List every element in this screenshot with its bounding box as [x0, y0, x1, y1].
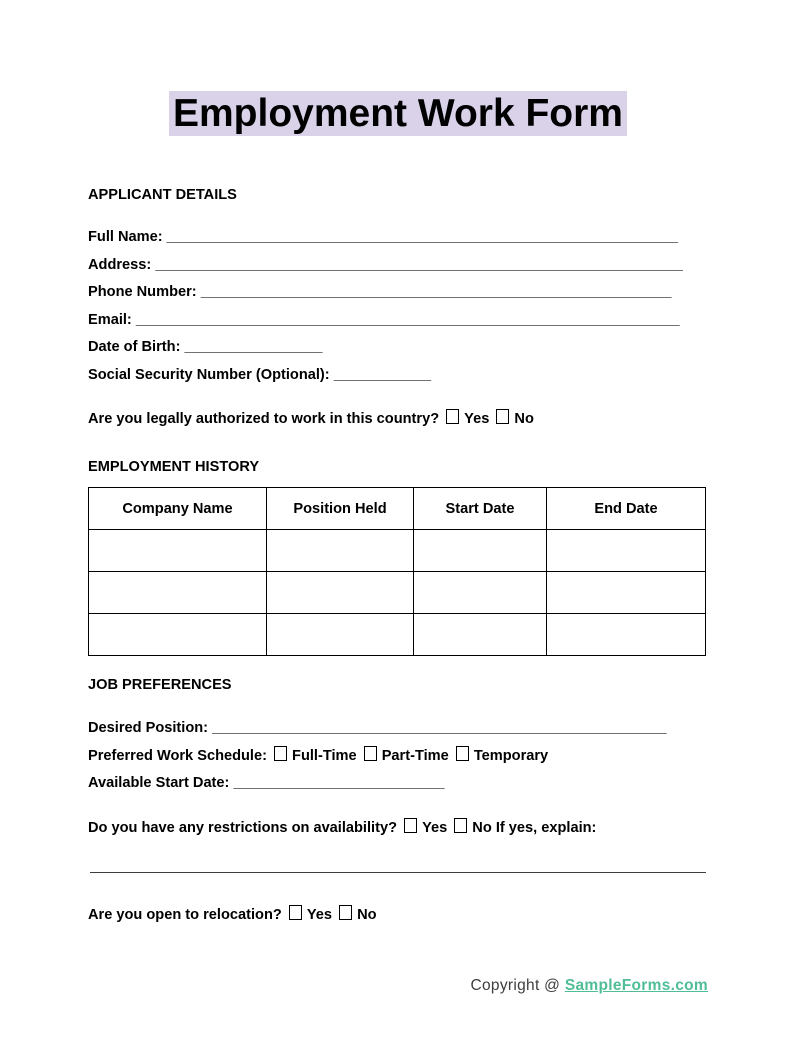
temporary-label: Temporary — [473, 747, 549, 764]
applicant-details-heading: APPLICANT DETAILS — [88, 187, 237, 203]
column-header-end-date: End Date — [547, 488, 706, 530]
column-header-start-date: Start Date — [414, 488, 547, 530]
applicant-fields — [88, 224, 708, 390]
work-schedule-label: Preferred Work Schedule: — [88, 747, 267, 764]
authorized-yes-label: Yes — [464, 410, 490, 427]
field-full-name — [88, 224, 708, 252]
relocation-question: Are you open to relocation? — [88, 906, 282, 923]
full-time-label: Full-Time — [292, 747, 357, 764]
footer — [88, 974, 708, 998]
job-preferences-heading: JOB PREFERENCES — [88, 677, 232, 694]
cell-end-date[interactable] — [547, 614, 706, 656]
available-start-date-line[interactable]: __________________________ — [233, 775, 445, 792]
page-title — [88, 90, 708, 145]
desired-position-label: Desired Position: — [88, 720, 209, 737]
authorized-no-label: No — [514, 410, 534, 427]
restrictions-yes-label: Yes — [422, 819, 448, 836]
restrictions-followup-label: If yes, explain: — [495, 819, 597, 836]
table-row — [89, 530, 706, 572]
date-of-birth-line[interactable]: _________________ — [184, 339, 323, 356]
ssn-label: Social Security Number (Optional): — [88, 366, 330, 383]
table-row — [89, 572, 706, 614]
field-available-start-date — [88, 770, 708, 798]
part-time-label: Part-Time — [381, 747, 449, 764]
full-name-label: Full Name: — [88, 229, 163, 245]
checkbox-temporary[interactable] — [456, 746, 469, 761]
authorization-question-row — [88, 406, 708, 434]
field-ssn — [88, 362, 708, 390]
address-label: Address: — [88, 256, 152, 273]
cell-start-date[interactable] — [414, 530, 547, 572]
phone-number-line[interactable]: __________________________________________________________ — [200, 284, 672, 301]
column-header-position-held: Position Held — [267, 488, 414, 530]
cell-company-name[interactable] — [89, 614, 267, 656]
relocation-yes-label: Yes — [306, 906, 333, 923]
checkbox-authorized-yes[interactable] — [446, 409, 459, 424]
authorization-question: Are you legally authorized to work in this country? — [88, 410, 440, 427]
field-work-schedule — [88, 743, 708, 771]
checkbox-part-time[interactable] — [364, 746, 377, 761]
available-start-date-label: Available Start Date: — [88, 775, 230, 792]
restrictions-question-row — [88, 815, 708, 843]
employment-history-table — [88, 487, 706, 656]
cell-end-date[interactable] — [547, 572, 706, 614]
field-email — [88, 307, 708, 335]
email-label: Email: — [88, 311, 132, 328]
field-phone-number — [88, 279, 708, 307]
checkbox-relocation-yes[interactable] — [289, 905, 302, 920]
checkbox-full-time[interactable] — [274, 746, 287, 761]
checkbox-restrictions-no[interactable] — [454, 818, 467, 833]
cell-company-name[interactable] — [89, 530, 267, 572]
restrictions-no-label: No — [472, 819, 492, 836]
column-header-company-name: Company Name — [89, 488, 267, 530]
copyright-text: Copyright @ — [470, 977, 561, 995]
table-row — [89, 614, 706, 656]
preferences-fields — [88, 715, 708, 798]
restrictions-question: Do you have any restrictions on availability? — [88, 819, 397, 836]
cell-start-date[interactable] — [414, 614, 547, 656]
desired-position-line[interactable]: ________________________________________________________ — [212, 720, 667, 737]
field-address — [88, 252, 708, 280]
phone-number-label: Phone Number: — [88, 284, 197, 301]
relocation-question-row — [88, 902, 708, 930]
cell-end-date[interactable] — [547, 530, 706, 572]
cell-position-held[interactable] — [267, 614, 414, 656]
restrictions-explain-line[interactable] — [90, 844, 706, 873]
cell-position-held[interactable] — [267, 530, 414, 572]
ssn-line[interactable]: ____________ — [333, 366, 432, 383]
page-title-text: Employment Work Form — [169, 91, 627, 136]
cell-company-name[interactable] — [89, 572, 267, 614]
cell-start-date[interactable] — [414, 572, 547, 614]
checkbox-restrictions-yes[interactable] — [404, 818, 417, 833]
cell-position-held[interactable] — [267, 572, 414, 614]
checkbox-authorized-no[interactable] — [496, 409, 509, 424]
sampleforms-link[interactable]: SampleForms.com — [564, 977, 708, 995]
full-name-line[interactable]: _______________________________________________________________ — [166, 229, 679, 245]
employment-history-heading: EMPLOYMENT HISTORY — [88, 459, 260, 476]
date-of-birth-label: Date of Birth: — [88, 339, 181, 356]
checkbox-relocation-no[interactable] — [339, 905, 352, 920]
relocation-no-label: No — [357, 906, 377, 923]
field-desired-position — [88, 715, 708, 743]
address-line[interactable]: _________________________________________________________________ — [155, 256, 683, 273]
field-date-of-birth — [88, 334, 708, 362]
table-header-row — [89, 488, 706, 530]
email-line[interactable]: ___________________________________________________________________ — [135, 311, 680, 328]
